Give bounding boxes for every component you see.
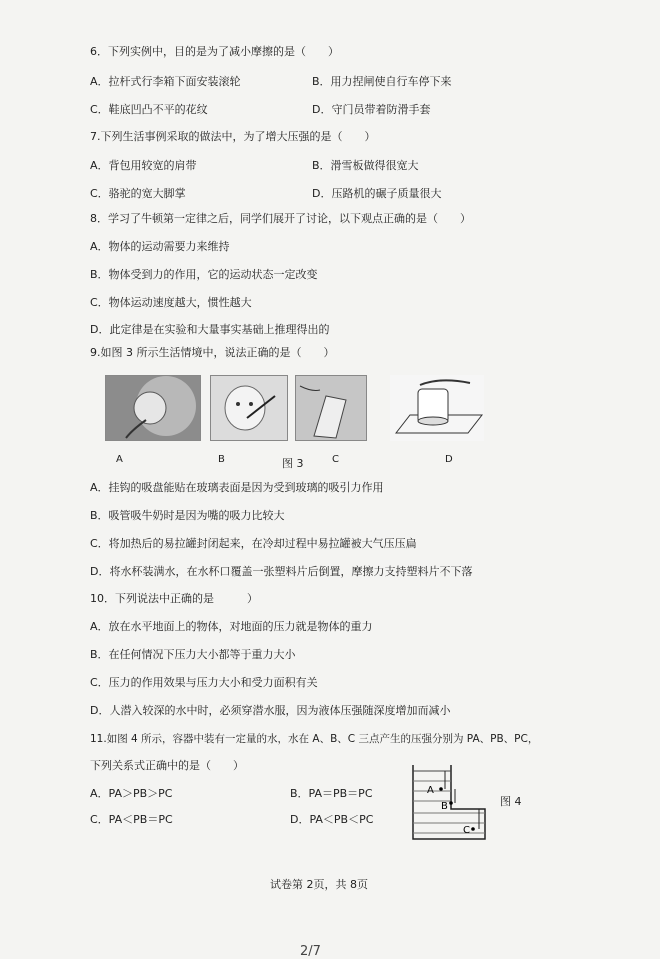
figure-4-point-c: C	[463, 825, 470, 836]
figure-4-point-b: B	[441, 801, 448, 812]
figure-3-label-b: B	[218, 454, 225, 465]
figure-3-label-a: A	[116, 454, 123, 465]
figure-4-point-a: A	[427, 785, 434, 796]
figure-4-caption: 图 4	[500, 795, 522, 808]
q11-option-a: A．PA＞PB＞PC	[90, 787, 173, 800]
figure-3a-suction-cup	[105, 375, 201, 441]
figure-3d-inverted-cup	[390, 375, 484, 441]
q11-option-b: B．PA＝PB＝PC	[290, 787, 373, 800]
figure-3-label-c: C	[332, 454, 339, 465]
figure-3-caption: 图 3	[282, 457, 304, 470]
q6-option-a: A．拉杆式行李箱下面安装滚轮	[90, 75, 241, 88]
q9-option-c: C．将加热后的易拉罐封闭起来，在冷却过程中易拉罐被大气压压扁	[90, 537, 417, 550]
q6-stem: 6．下列实例中，目的是为了减小摩擦的是（ ）	[90, 45, 339, 58]
q10-option-c: C．压力的作用效果与压力大小和受力面积有关	[90, 676, 318, 689]
q9-stem: 9.如图 3 所示生活情境中，说法正确的是（ ）	[90, 346, 335, 359]
q9-option-d: D．将水杯装满水，在水杯口覆盖一张塑料片后倒置，摩擦力支持塑料片不下落	[90, 565, 473, 578]
q10-option-d: D．人潜入较深的水中时，必须穿潜水服，因为液体压强随深度增加而减小	[90, 704, 451, 717]
q11-stem: 11.如图 4 所示，容器中装有一定量的水，水在 A、B、C 三点产生的压强分别为 PA、PB、PC，	[90, 733, 539, 745]
q8-stem: 8．学习了牛顿第一定律之后，同学们展开了讨论，以下观点正确的是（ ）	[90, 212, 471, 225]
q7-stem: 7.下列生活事例采取的做法中，为了增大压强的是（ ）	[90, 130, 376, 143]
q10-stem: 10．下列说法中正确的是 ）	[90, 592, 258, 605]
q8-option-b: B．物体受到力的作用，它的运动状态一定改变	[90, 268, 318, 281]
q8-option-c: C．物体运动速度越大，惯性越大	[90, 296, 252, 309]
q11-stem-continued: 下列关系式正确中的是（ ）	[90, 759, 244, 772]
figure-4-container-diagram	[405, 763, 495, 843]
q10-option-b: B．在任何情况下压力大小都等于重力大小	[90, 648, 296, 661]
q6-option-b: B．用力捏闸使自行车停下来	[312, 75, 452, 88]
figure-3	[105, 375, 485, 445]
q9-option-b: B．吸管吸牛奶时是因为嘴的吸力比较大	[90, 509, 285, 522]
q7-option-b: B．滑雪板做得很宽大	[312, 159, 419, 172]
q9-option-a: A．挂钩的吸盘能贴在玻璃表面是因为受到玻璃的吸引力作用	[90, 481, 384, 494]
page-mark: 2/7	[300, 944, 321, 959]
q10-option-a: A．放在水平地面上的物体，对地面的压力就是物体的重力	[90, 620, 373, 633]
q6-option-c: C．鞋底凹凸不平的花纹	[90, 103, 208, 116]
q7-option-c: C．骆驼的宽大脚掌	[90, 187, 186, 200]
q7-option-d: D．压路机的碾子质量很大	[312, 187, 442, 200]
q7-option-a: A．背包用较宽的肩带	[90, 159, 197, 172]
figure-3b-baby-straw	[210, 375, 288, 441]
q11-option-c: C．PA＜PB＝PC	[90, 813, 173, 826]
q11-option-d: D．PA＜PB＜PC	[290, 813, 374, 826]
q6-option-d: D．守门员带着防滑手套	[312, 103, 431, 116]
figure-3-label-d: D	[445, 454, 453, 465]
q8-option-a: A．物体的运动需要力来维持	[90, 240, 230, 253]
page-footer: 试卷第 2页，共 8页	[270, 878, 368, 891]
q8-option-d: D．此定律是在实验和大量事实基础上推理得出的	[90, 323, 330, 336]
figure-3c-can	[295, 375, 367, 441]
